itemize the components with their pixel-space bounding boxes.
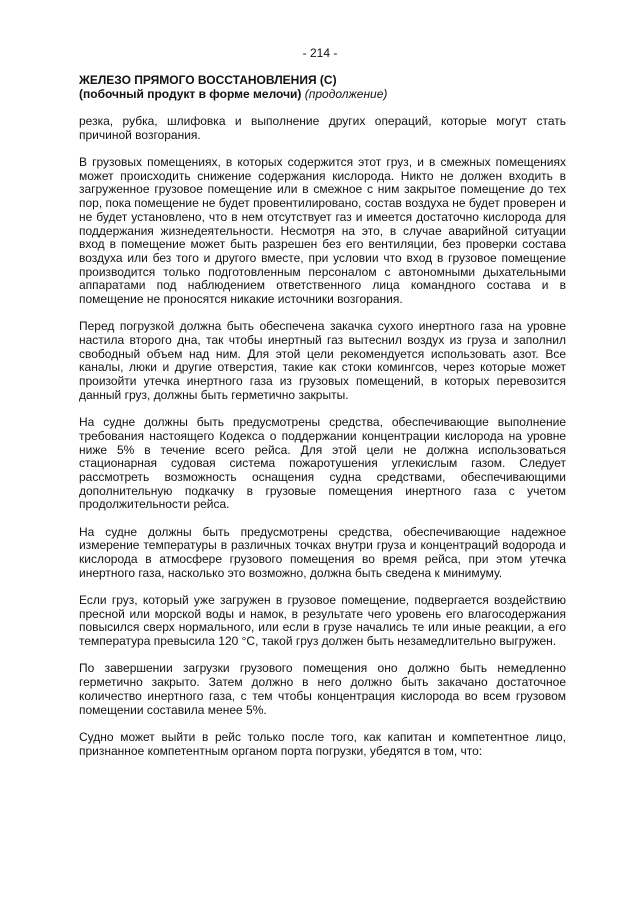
- paragraph: резка, рубка, шлифовка и выполнение других операций, которые могут стать причиной возгорания.: [79, 114, 566, 142]
- subtitle-continuation: (продолжение): [304, 87, 388, 101]
- section-subtitle: [79, 87, 569, 102]
- paragraph: В грузовых помещениях, в которых содержится этот груз, и в смежных помещениях может происходить снижение содержания кислорода. Никто не должен входить в загруженное грузовое помещение или в смежное с ним закрытое помещение до тех пор, пока помещение не будет провентилировано, состав воздуха не будет проверен и не будет установлено, что в нем отсутствует газ и имеется достаточно кислорода для поддержания жизнедеятельности. Несмотря на это, в случае аварийной ситуации вход в помещение может быть разрешен без его вентиляции, без проверки состава воздуха или без того и другого вместе, при условии что вход в грузовое помещение производится только подготовленным персоналом с автономными дыхательными аппаратами под наблюдением ответственного лица командного состава и в помещение не проносятся никакие источники возгорания.: [79, 155, 566, 307]
- page-number: - 214 -: [302, 46, 338, 60]
- paragraph: По завершении загрузки грузового помещения оно должно быть немедленно герметично закрыто. Затем должно в него должно быть закачано достаточное количество инертного газа, с тем чтобы концентрация кислорода во всем грузовом помещении составила менее 5%.: [79, 661, 566, 717]
- paragraph: Судно может выйти в рейс только после того, как капитан и компетентное лицо, признанное компетентным органом порта погрузки, убедятся в том, что:: [79, 729, 566, 758]
- section-title: ЖЕЛЕЗО ПРЯМОГО ВОССТАНОВЛЕНИЯ (С): [79, 73, 337, 87]
- body-text: [79, 115, 566, 772]
- paragraph: Перед погрузкой должна быть обеспечена закачка сухого инертного газа на уровне настила второго дна, так чтобы инертный газ вытеснил воздух из груза и заполнил свободный объем над ним. Для этой цели рекомендуется использовать азот. Все каналы, люки и другие отверстия, такие как стоки комингсов, через которые может произойти утечка инертного газа из грузовых помещений, в которых перевозится данный груз, должны быть герметично закрыты.: [79, 319, 566, 402]
- paragraph: Если груз, который уже загружен в грузовое помещение, подвергается воздействию пресной или морской воды и намок, в результате чего уровень его влагосодержания повысился сверх нормального, или если в грузе начались те или иные реакции, а его температура превысила 120 °С, такой груз должен быть незамедлительно выгружен.: [79, 593, 566, 649]
- subtitle-main: (побочный продукт в форме мелочи): [79, 87, 302, 101]
- paragraph: На судне должны быть предусмотрены средства, обеспечивающие надежное измерение температуры в различных точках внутри груза и концентраций водорода и кислорода в атмосфере грузового помещения во время рейса, при этом утечка инертного газа, насколько это возможно, должна быть сведена к минимуму.: [79, 524, 566, 580]
- section-heading: [79, 73, 569, 102]
- paragraph: На судне должны быть предусмотрены средства, обеспечивающие выполнение требования настоящего Кодекса о поддержании концентрации кислорода на уровне ниже 5% в течение всего рейса. Для этой цели не должна использоваться стационарная судовая система пожаротушения углекислым газом. Следует рассмотреть возможность оснащения судна средствами, обеспечивающими дополнительную подкачку в грузовые помещения инертного газа с учетом продолжительности рейса.: [79, 415, 566, 512]
